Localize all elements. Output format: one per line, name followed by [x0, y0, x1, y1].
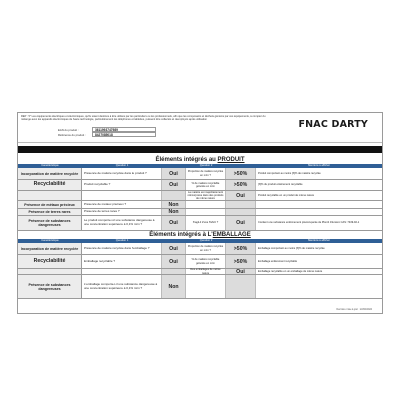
packaging-col-characteristic: Caractéristique	[41, 239, 59, 242]
product-row	[18, 168, 382, 180]
product-answer1-value: Oui	[162, 168, 186, 179]
product-characteristic-name: Présence de substances dangereuses	[18, 216, 82, 230]
product-mention-text: [X]% du produit entièrement recyclable	[258, 183, 303, 187]
product-question2-text: La matière est majoritairement réincorporée dans des produits de même nature	[186, 191, 226, 200]
packaging-row	[18, 275, 382, 299]
product-row	[18, 180, 382, 191]
packaging-characteristic-name	[18, 269, 82, 274]
product-mention-text: Contient une substance extrêmement préoccupante de Plomb /Numéro CAS: 7439-92-1	[258, 221, 360, 225]
reference-value: 8427085018	[92, 132, 156, 136]
product-answer1-value: Oui	[162, 216, 186, 230]
sheet-header	[18, 113, 382, 143]
product-question1-text: Le produit comporte-t-il une substance dangereuse à une concentration supérieure à 0,1% m/m ?	[82, 216, 162, 230]
packaging-answer2-value: >50%	[226, 243, 256, 254]
packaging-question2-text: % de matière recyclable générée en m/m	[186, 255, 226, 268]
packaging-characteristic-name: Recyclabilité	[18, 255, 82, 268]
packaging-col-mentions: Mentions à afficher	[308, 239, 330, 242]
product-characteristic-name: Présence de terres rares	[18, 209, 82, 215]
product-answer1-value: Oui	[162, 180, 186, 190]
product-row	[18, 191, 382, 201]
product-question2-text	[186, 209, 226, 215]
packaging-col-question2: Question 2	[199, 239, 213, 242]
product-answer2-value	[226, 201, 256, 208]
reference-label: Référence du produit :	[58, 132, 86, 137]
ean-value: 3611993747989	[92, 127, 156, 131]
product-answer1-value	[162, 191, 186, 200]
product-question2-text: S'agit-il d'une SVHC ?	[186, 216, 226, 230]
product-characteristic-name: Présence de métaux précieux	[18, 201, 82, 208]
product-characteristic-name	[18, 191, 82, 200]
packaging-question2-text	[186, 275, 226, 298]
reference-line	[58, 132, 198, 137]
product-answer2-value: Oui	[226, 216, 256, 230]
fnac-darty-logo: FNAC DARTY	[298, 119, 368, 130]
product-answer1-value: Non	[162, 209, 186, 215]
black-divider	[18, 146, 382, 153]
product-answer2-value	[226, 209, 256, 215]
packaging-answer2-value	[226, 275, 256, 298]
product-mention-text	[256, 201, 382, 208]
product-characteristic-name: Incorporation de matière recyclée	[18, 168, 82, 179]
product-question2-text	[186, 201, 226, 208]
packaging-mention-text: Emballage entièrement recyclable	[258, 259, 298, 263]
product-row	[18, 201, 382, 209]
product-row	[18, 216, 382, 231]
product-question1-text	[82, 191, 162, 200]
product-question1-text: Produit recyclable ?	[82, 180, 162, 190]
product-answer2-value: >50%	[226, 180, 256, 190]
packaging-answer2-value: >50%	[226, 255, 256, 268]
packaging-question2-text: Proportion de matière recyclée en m/m ?	[186, 243, 226, 254]
packaging-title-prefix: Éléments intégrés à L'	[149, 232, 213, 238]
product-col-question2: Question 2	[199, 164, 213, 167]
product-col-question1: Question 1	[115, 164, 129, 167]
product-mention-text: Produit comportant au moins [X]% de matière recyclée	[258, 171, 321, 175]
product-question2-text: % de matière recyclable générée en m/m	[186, 180, 226, 190]
product-question1-text: Présence de matière recyclée dans le produit ?	[82, 168, 162, 179]
packaging-question2-text: Des emballages de même nature	[186, 269, 226, 274]
product-answer1-value: Non	[162, 201, 186, 208]
product-mention-text	[256, 209, 382, 215]
packaging-question1-text: Présence de matière recyclée dans l'emballage ?	[82, 243, 162, 254]
last-update-text: Dernière mise à jour : 22/02/2024	[336, 308, 372, 311]
packaging-mention-text: Emballage recyclable en un emballage de même nature	[258, 269, 323, 273]
product-answer2-value: Oui	[226, 191, 256, 200]
packaging-answer1-value	[162, 269, 186, 274]
product-title-highlight: PRODUIT	[217, 157, 245, 163]
packaging-question1-text: Emballage recyclable ?	[82, 255, 162, 268]
packaging-answer2-value: Oui	[226, 269, 256, 274]
product-info-sheet	[17, 112, 383, 314]
packaging-characteristic-name: Présence de substances dangereuses	[18, 275, 82, 298]
product-question1-text: Présence de métaux précieux ?	[82, 201, 162, 208]
ean-label: EAN du produit :	[58, 127, 79, 132]
product-row	[18, 209, 382, 216]
packaging-row	[18, 243, 382, 255]
packaging-section-title	[18, 232, 382, 238]
product-title-prefix: Éléments intégrés au	[155, 157, 218, 163]
product-identifiers	[58, 127, 198, 137]
divider-bar	[18, 144, 382, 154]
packaging-row	[18, 255, 382, 269]
product-section-title	[18, 157, 382, 163]
packaging-characteristic-name: Incorporation de matière recyclée	[18, 243, 82, 254]
rep-reference-text: REP : 5° Les équipements électriques et électroniques, qu'ils soient destinés à être utilisés par les particuliers ou les professionnels, afin que les composants et déchets générés par ces équipements, à compter du mélange avec les appareils électroniques de haute technologie, particulièrement les téléphones et tablettes, puissent être collectés et réemployés après utilisation	[21, 115, 266, 122]
product-col-characteristic: Caractéristique	[41, 164, 59, 167]
packaging-question1-text: L'emballage comporte-t-il une substance dangereuse à une concentration supérieure à 0,1% m/m ?	[82, 275, 162, 298]
packaging-title-highlight: EMBALLAGE	[212, 232, 251, 238]
packaging-answer1-value: Oui	[162, 255, 186, 268]
product-question1-text: Présence de terres rares ?	[82, 209, 162, 215]
packaging-question1-text	[82, 269, 162, 274]
packaging-answer1-value: Non	[162, 275, 186, 298]
packaging-answer1-value: Oui	[162, 243, 186, 254]
packaging-mention-text	[256, 275, 382, 298]
product-question2-text: Proportion de matière recyclée en m/m ?	[186, 168, 226, 179]
product-answer2-value: >50%	[226, 168, 256, 179]
product-mention-text: Produit recyclable en un produit de même nature	[258, 193, 315, 197]
packaging-col-question1: Question 1	[115, 239, 129, 242]
product-characteristic-name: Recyclabilité	[18, 180, 82, 190]
packaging-mention-text: Emballage comportant au moins [X]% de matière recyclée	[258, 246, 325, 250]
product-col-mentions: Mentions à afficher	[308, 164, 330, 167]
